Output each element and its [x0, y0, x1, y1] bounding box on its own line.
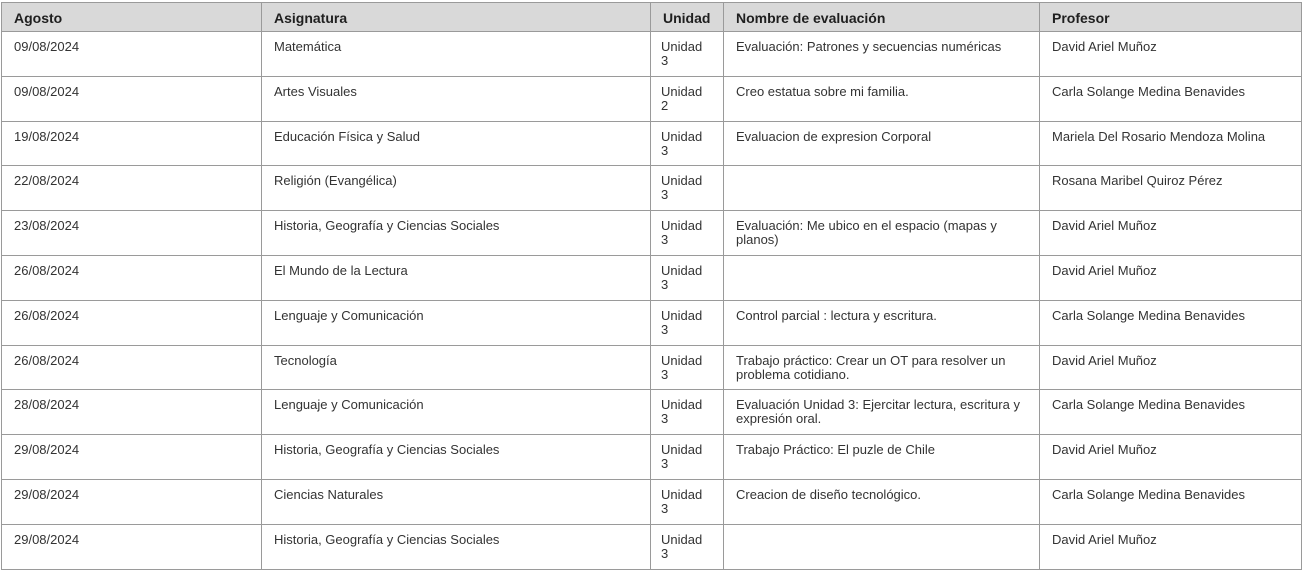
cell-date: 26/08/2024 [2, 255, 262, 300]
table-row [2, 300, 1302, 345]
cell-teacher: Carla Solange Medina Benavides [1040, 390, 1302, 435]
cell-teacher: David Ariel Muñoz [1040, 345, 1302, 390]
cell-unit [651, 300, 724, 345]
cell-date: 28/08/2024 [2, 390, 262, 435]
unit-word: Unidad [661, 531, 703, 547]
table-row [2, 32, 1302, 77]
cell-evaluation: Creo estatua sobre mi familia. [724, 76, 1040, 121]
unit-word: Unidad [661, 39, 703, 54]
unit-number: 3 [661, 321, 669, 337]
cell-teacher: Carla Solange Medina Benavides [1040, 76, 1302, 121]
table-row [2, 76, 1302, 121]
cell-unit [651, 76, 724, 121]
cell-subject: Artes Visuales [262, 76, 651, 121]
unit-number: 2 [661, 97, 669, 113]
cell-unit [651, 255, 724, 300]
cell-subject: Lenguaje y Comunicación [262, 300, 651, 345]
cell-teacher: Mariela Del Rosario Mendoza Molina [1040, 121, 1302, 166]
cell-unit [651, 211, 724, 256]
table-body [2, 32, 1302, 570]
cell-date: 09/08/2024 [2, 76, 262, 121]
cell-evaluation: Trabajo Práctico: El puzle de Chile [724, 435, 1040, 480]
header-subject: Asignatura [262, 3, 651, 32]
cell-teacher: David Ariel Muñoz [1040, 435, 1302, 480]
unit-number: 3 [661, 53, 669, 68]
unit-number: 3 [661, 366, 669, 382]
header-month: Agosto [2, 3, 262, 32]
cell-unit [651, 166, 724, 211]
header-row [2, 3, 1302, 32]
cell-evaluation [724, 255, 1040, 300]
table-row [2, 345, 1302, 390]
cell-evaluation [724, 166, 1040, 211]
unit-number: 3 [661, 456, 669, 472]
cell-evaluation: Evaluación Unidad 3: Ejercitar lectura, escritura y expresión oral. [724, 390, 1040, 435]
cell-unit [651, 435, 724, 480]
cell-subject: Historia, Geografía y Ciencias Sociales [262, 435, 651, 480]
cell-unit [651, 479, 724, 524]
header-evaluation-name: Nombre de evaluación [724, 3, 1040, 32]
unit-number: 3 [661, 232, 669, 248]
table-row [2, 479, 1302, 524]
cell-subject: Religión (Evangélica) [262, 166, 651, 211]
cell-date: 26/08/2024 [2, 345, 262, 390]
cell-date: 29/08/2024 [2, 479, 262, 524]
cell-subject: Historia, Geografía y Ciencias Sociales [262, 211, 651, 256]
table-header [2, 3, 1302, 32]
unit-word: Unidad [661, 397, 703, 413]
header-teacher: Profesor [1040, 3, 1302, 32]
unit-number: 3 [661, 500, 669, 516]
cell-date: 26/08/2024 [2, 300, 262, 345]
cell-teacher: David Ariel Muñoz [1040, 32, 1302, 77]
cell-teacher: David Ariel Muñoz [1040, 255, 1302, 300]
cell-date: 22/08/2024 [2, 166, 262, 211]
evaluation-schedule-table [1, 2, 1302, 570]
cell-evaluation [724, 524, 1040, 569]
cell-subject: El Mundo de la Lectura [262, 255, 651, 300]
cell-evaluation: Trabajo práctico: Crear un OT para resolver un problema cotidiano. [724, 345, 1040, 390]
table-row [2, 166, 1302, 211]
cell-unit [651, 345, 724, 390]
unit-word: Unidad [661, 307, 703, 323]
unit-word: Unidad [661, 352, 703, 368]
table-row [2, 524, 1302, 569]
unit-word: Unidad [661, 128, 703, 144]
cell-evaluation: Evaluación: Patrones y secuencias numéricas [724, 32, 1040, 77]
unit-number: 3 [661, 276, 669, 292]
header-unit: Unidad [651, 3, 724, 32]
cell-evaluation: Evaluacion de expresion Corporal [724, 121, 1040, 166]
cell-teacher: David Ariel Muñoz [1040, 211, 1302, 256]
cell-teacher: Carla Solange Medina Benavides [1040, 479, 1302, 524]
cell-teacher: Carla Solange Medina Benavides [1040, 300, 1302, 345]
cell-date: 29/08/2024 [2, 435, 262, 480]
unit-word: Unidad [661, 442, 703, 458]
cell-evaluation: Control parcial : lectura y escritura. [724, 300, 1040, 345]
unit-word: Unidad [661, 218, 703, 234]
cell-subject: Educación Física y Salud [262, 121, 651, 166]
table-row [2, 390, 1302, 435]
cell-subject: Matemática [262, 32, 651, 77]
cell-unit [651, 32, 724, 77]
cell-subject: Tecnología [262, 345, 651, 390]
table-row [2, 211, 1302, 256]
table-row [2, 121, 1302, 166]
cell-evaluation: Creacion de diseño tecnológico. [724, 479, 1040, 524]
cell-unit [651, 524, 724, 569]
cell-subject: Ciencias Naturales [262, 479, 651, 524]
unit-word: Unidad [661, 262, 703, 278]
cell-teacher: Rosana Maribel Quiroz Pérez [1040, 166, 1302, 211]
cell-date: 29/08/2024 [2, 524, 262, 569]
table-row [2, 255, 1302, 300]
cell-unit [651, 390, 724, 435]
cell-date: 23/08/2024 [2, 211, 262, 256]
cell-unit [651, 121, 724, 166]
cell-subject: Lenguaje y Comunicación [262, 390, 651, 435]
cell-teacher: David Ariel Muñoz [1040, 524, 1302, 569]
unit-number: 3 [661, 545, 669, 561]
unit-word: Unidad [661, 486, 703, 502]
cell-date: 09/08/2024 [2, 32, 262, 77]
unit-word: Unidad [661, 173, 703, 189]
cell-subject: Historia, Geografía y Ciencias Sociales [262, 524, 651, 569]
unit-number: 3 [661, 187, 669, 203]
cell-evaluation: Evaluación: Me ubico en el espacio (mapas y planos) [724, 211, 1040, 256]
unit-number: 3 [661, 142, 669, 158]
unit-word: Unidad [661, 83, 703, 99]
cell-date: 19/08/2024 [2, 121, 262, 166]
unit-number: 3 [661, 411, 669, 427]
table-row [2, 435, 1302, 480]
